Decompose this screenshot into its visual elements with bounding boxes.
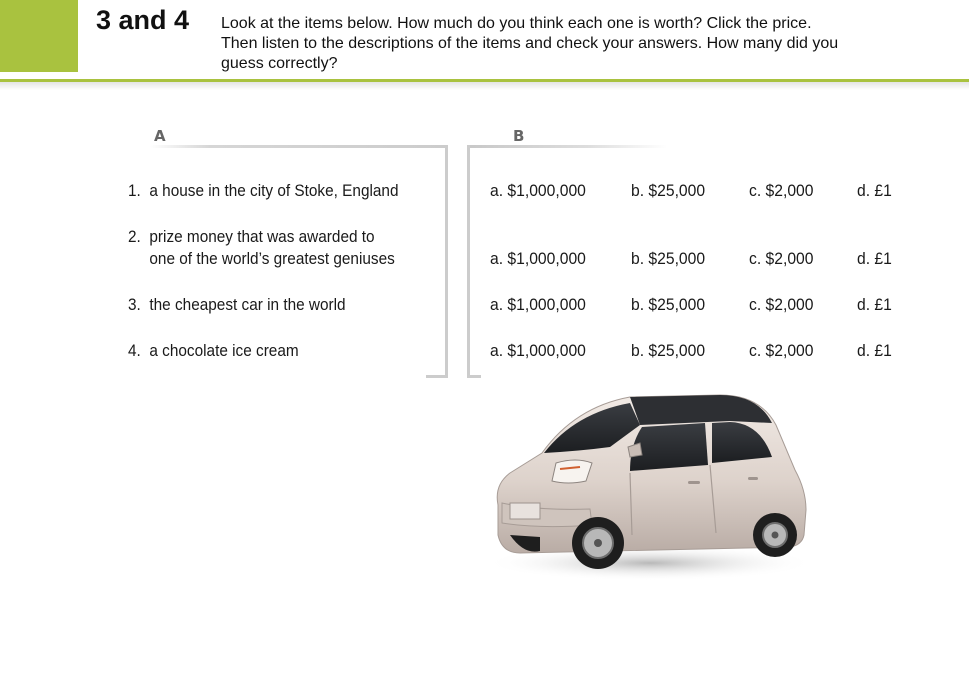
item-number: 2. xyxy=(128,228,141,246)
price-option-c[interactable]: c. $2,000 xyxy=(749,182,814,200)
column-a-bracket xyxy=(445,145,448,378)
price-option-d[interactable]: d. £1 xyxy=(857,296,892,314)
small-car-photo xyxy=(480,385,820,590)
item-number: 3. xyxy=(128,296,141,314)
price-option-c[interactable]: c. $2,000 xyxy=(749,296,814,314)
price-option-b[interactable]: b. $25,000 xyxy=(631,342,706,360)
list-item xyxy=(128,340,299,362)
price-option-b[interactable]: b. $25,000 xyxy=(631,250,706,268)
column-b-bracket-foot xyxy=(467,375,481,378)
instructions-line: guess correctly? xyxy=(221,55,338,72)
price-option-a[interactable]: a. $1,000,000 xyxy=(490,250,586,268)
item-number: 1. xyxy=(128,182,141,200)
column-b-top-rule xyxy=(467,145,667,148)
price-option-d[interactable]: d. £1 xyxy=(857,250,892,268)
instructions-line: Then listen to the descriptions of the items and check your answers. How many did you xyxy=(221,35,839,52)
price-option-b[interactable]: b. $25,000 xyxy=(631,182,706,200)
item-text: a chocolate ice cream xyxy=(149,342,299,360)
instructions xyxy=(221,14,941,74)
column-a-bracket-foot xyxy=(426,375,448,378)
price-option-a[interactable]: a. $1,000,000 xyxy=(490,182,586,200)
price-option-d[interactable]: d. £1 xyxy=(857,182,892,200)
price-option-c[interactable]: c. $2,000 xyxy=(749,342,814,360)
list-item xyxy=(128,294,346,316)
price-option-a[interactable]: a. $1,000,000 xyxy=(490,296,586,314)
item-text-continued: one of the world’s greatest geniuses xyxy=(149,250,395,268)
item-text: a house in the city of Stoke, England xyxy=(149,182,399,200)
header-shadow xyxy=(0,82,969,90)
instructions-line: Look at the items below. How much do you think each one is worth? Click the price. xyxy=(221,15,812,32)
exercise-number: 3 and 4 xyxy=(96,5,190,35)
list-item xyxy=(128,226,395,270)
column-b-bracket xyxy=(467,145,470,378)
column-a-top-rule xyxy=(150,145,448,148)
header-accent-block xyxy=(0,0,78,72)
price-option-c[interactable]: c. $2,000 xyxy=(749,250,814,268)
price-option-d[interactable]: d. £1 xyxy=(857,342,892,360)
item-text: prize money that was awarded to xyxy=(149,228,375,246)
column-b-heading: B xyxy=(513,127,525,145)
item-number: 4. xyxy=(128,342,141,360)
price-option-a[interactable]: a. $1,000,000 xyxy=(490,342,586,360)
column-a-heading: A xyxy=(154,127,166,145)
item-text: the cheapest car in the world xyxy=(149,296,346,314)
price-option-b[interactable]: b. $25,000 xyxy=(631,296,706,314)
list-item xyxy=(128,180,398,202)
